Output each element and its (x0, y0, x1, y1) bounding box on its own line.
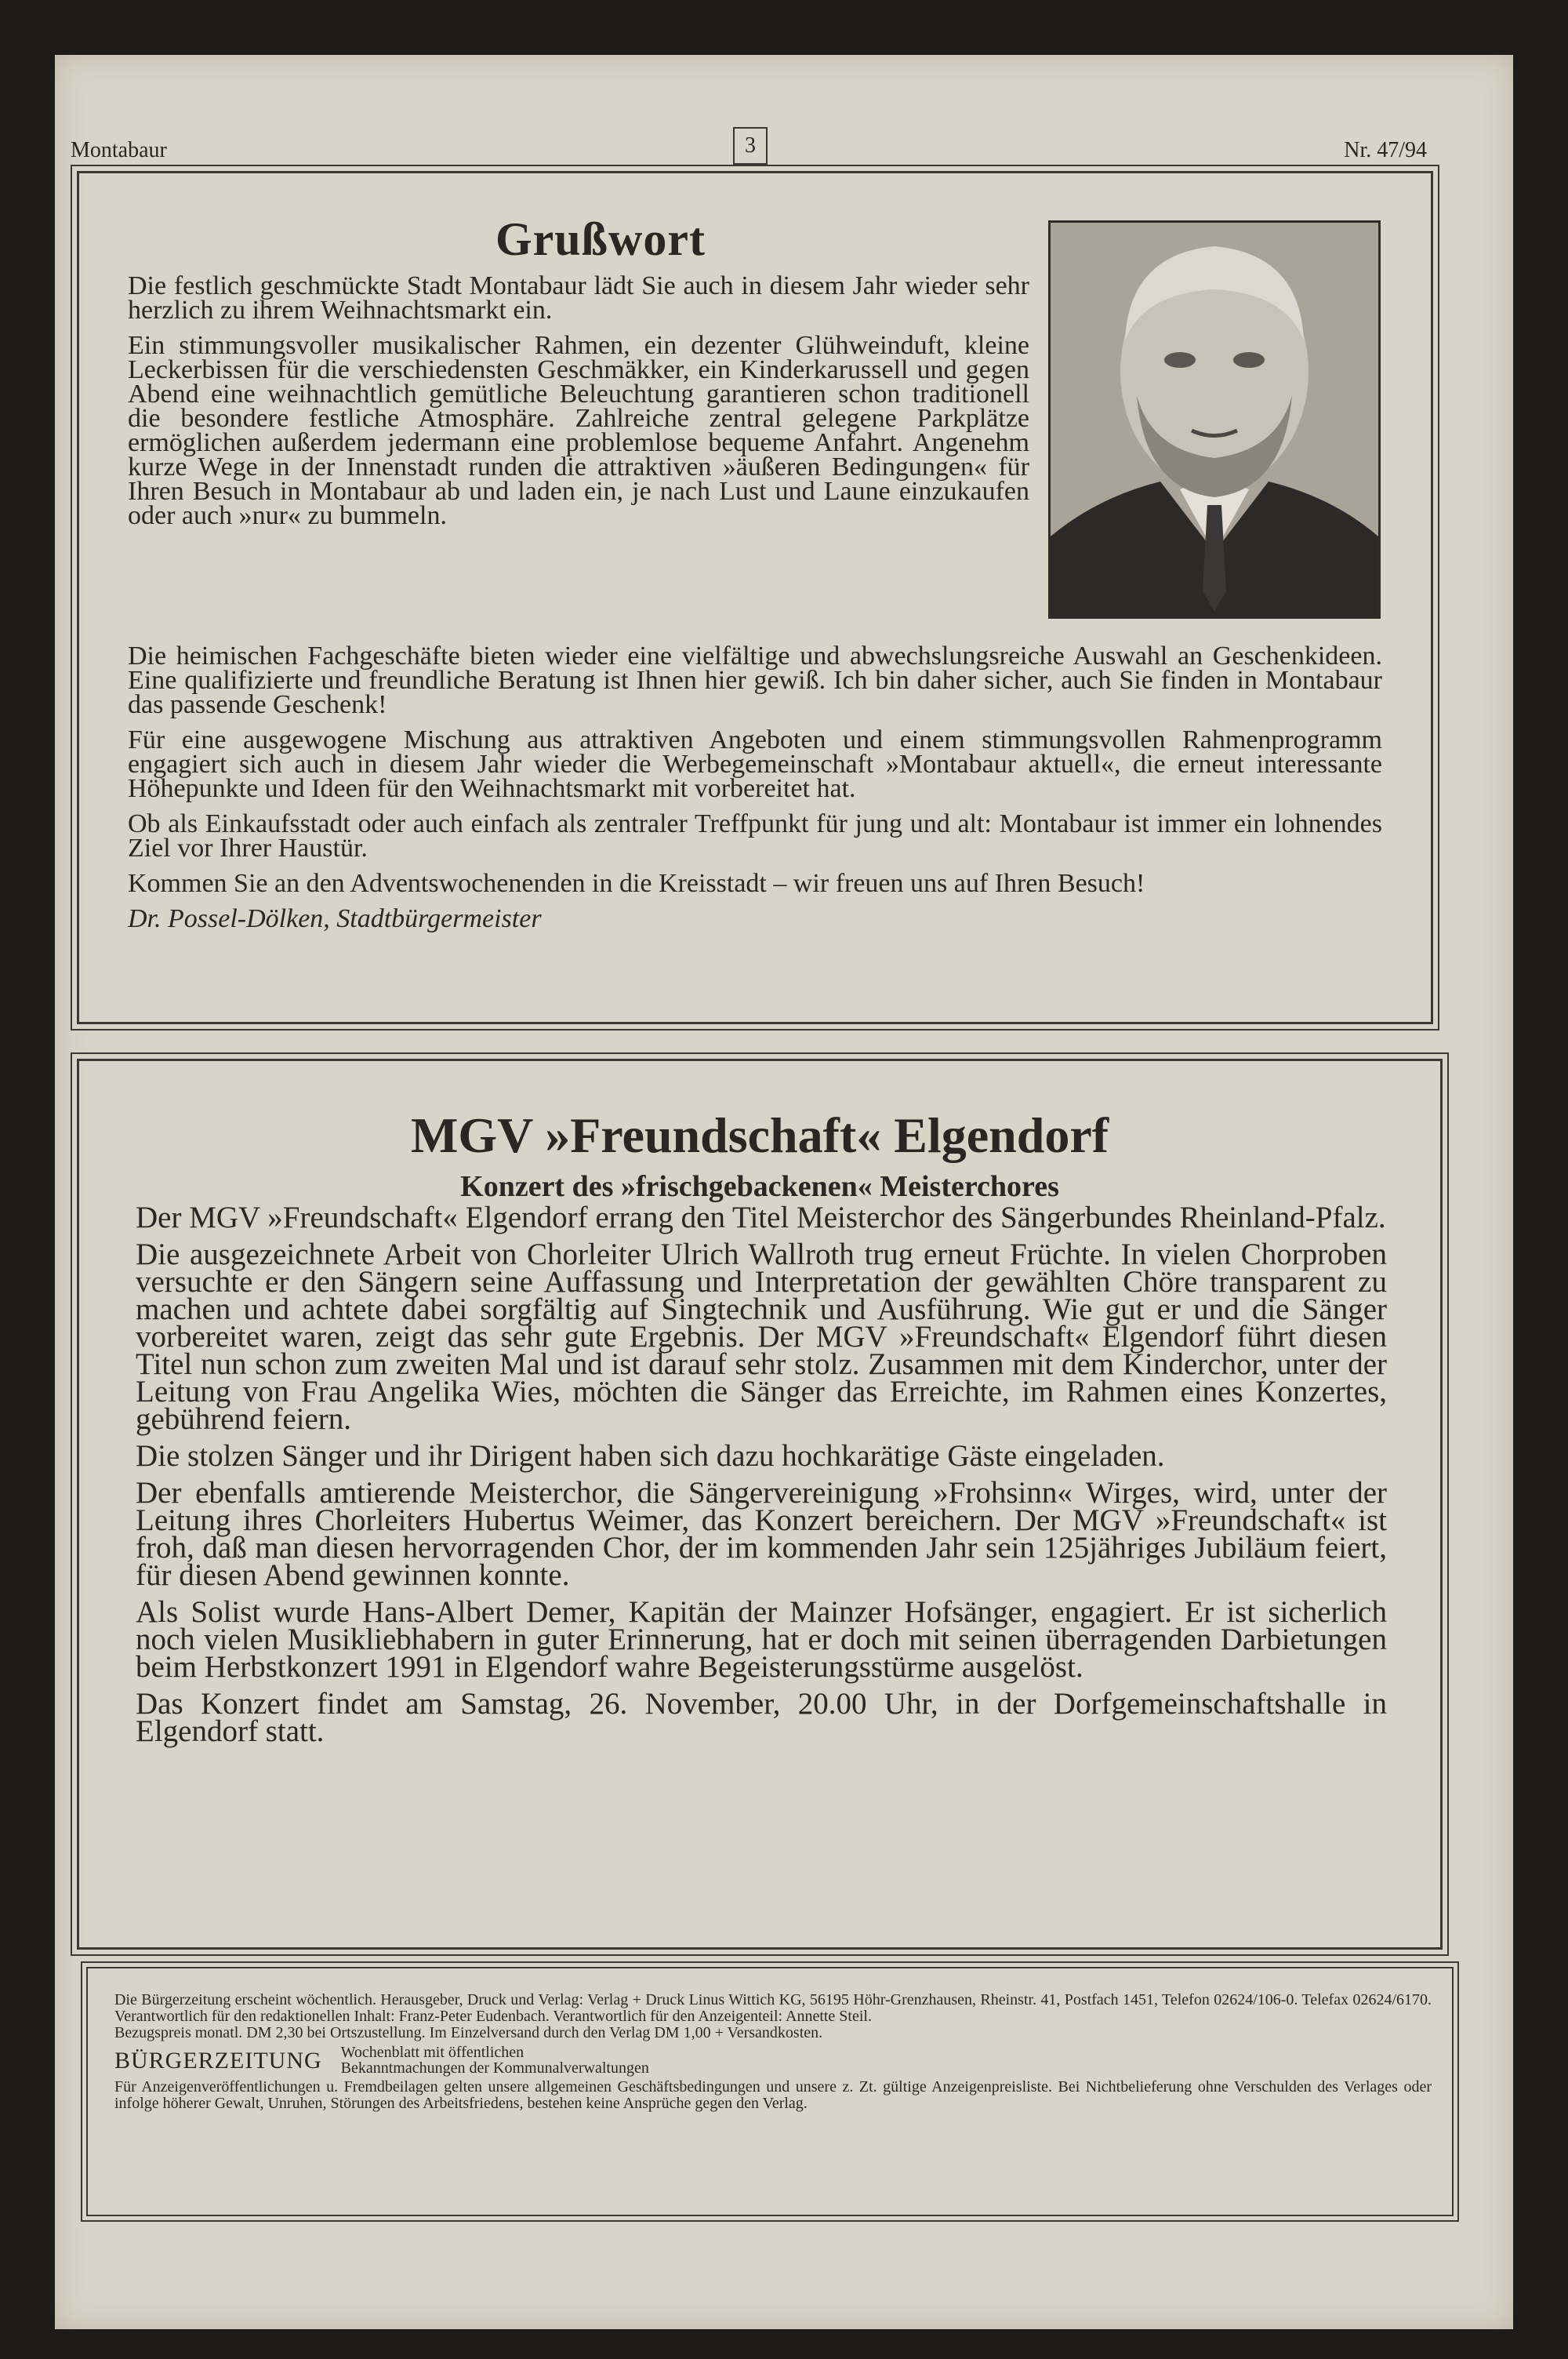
paragraph: Ein stimmungsvoller musikalischer Rahmen, ein dezenter Glühweinduft, kleine Leckerbissen für die verschiedensten Geschmäkker, ein Kinderkarussell und gegen Abend eine weihnachtlich gemütliche Beleuchtung garantieren schon traditionell die besondere festliche Atmosphäre. Zahlreiche zentral gelegene Parkplätze ermöglichen außerdem jedermann eine problemlose bequeme Anfahrt. Angenehm kurze Wege in der Innenstadt runden die attraktiven »äußeren Bedingungen« für Ihren Besuch in Montabaur ab und laden ein, je nach Lust und Laune einzukaufen oder auch »nur« zu bummeln. (128, 331, 1029, 530)
grusswort-article (77, 171, 1433, 1024)
imprint-price: Bezugspreis monatl. DM 2,30 bei Ortszustellung. Im Einzelversand durch den Verlag DM 1,00 + Versandkosten. (114, 2024, 823, 2041)
paragraph: Das Konzert findet am Samstag, 26. November, 20.00 Uhr, in der Dorfgemeinschaftshalle in Elgendorf statt. (136, 1687, 1387, 1748)
paragraph: Als Solist wurde Hans-Albert Demer, Kapitän der Mainzer Hofsänger, engagiert. Er ist sicherlich noch vielen Musikliebhabern in guter Erinnerung, hat er doch mit seinen überragenden Darbietungen beim Herbstkonzert 1991 in Elgendorf wahre Begeisterungsstürme ausgelöst. (136, 1595, 1387, 1684)
header-rule (71, 165, 1427, 166)
signature: Dr. Possel-Dölken, Stadtbürgermeister (128, 904, 542, 933)
mgv-title: MGV »Freundschaft« Elgendorf (410, 1107, 1109, 1163)
paragraph: Ob als Einkaufsstadt oder auch einfach als zentraler Treffpunkt für jung und alt: Montabaur ist immer ein lohnendes Ziel vor Ihrer Haustür. (128, 809, 1382, 863)
issue-number: Nr. 47/94 (1344, 138, 1427, 162)
imprint (114, 1992, 1432, 2112)
header-town: Montabaur (71, 138, 167, 162)
paragraph: Die stolzen Sänger und ihr Dirigent haben sich dazu hochkarätige Gäste eingeladen. (136, 1439, 1165, 1473)
grusswort-intro (128, 271, 1029, 539)
portrait-photo-icon (1051, 223, 1378, 616)
grusswort-title: Grußwort (495, 213, 706, 265)
paragraph: Der ebenfalls amtierende Meisterchor, die Sängervereinigung »Frohsinn« Wirges, wird, unter der Leitung ihres Chorleiters Hubertus Weimer, das Konzert bereichern. Der MGV »Freundschaft« ist froh, daß man diesen hervorragenden Chor, der im kommenden Jahr sein 125jähriges Jubiläum feiert, für diesen Abend gewinnen konnte. (136, 1476, 1387, 1592)
brand-subtitle-line: Wochenblatt mit öffentlichen (340, 2044, 524, 2061)
imprint-box (86, 1967, 1454, 2216)
portrait-photo (1048, 220, 1381, 619)
paragraph: Die festlich geschmückte Stadt Montabaur lädt Sie auch in diesem Jahr wieder sehr herzlich zu ihrem Weihnachtsmarkt ein. (128, 271, 1029, 325)
brand-subtitle-line: Bekanntmachungen der Kommunalverwaltungen (340, 2059, 649, 2077)
mgv-subtitle: Konzert des »frischgebackenen« Meisterchores (460, 1170, 1059, 1203)
paragraph: Kommen Sie an den Adventswochenenden in die Kreisstadt – wir freuen uns auf Ihren Besuch! (128, 869, 1145, 898)
paragraph: Der MGV »Freundschaft« Elgendorf errang den Titel Meisterchor des Sängerbundes Rheinland-Pfalz. (136, 1201, 1386, 1234)
mgv-article (77, 1059, 1443, 1950)
imprint-brand-row (114, 2045, 1432, 2076)
paragraph: Für eine ausgewogene Mischung aus attraktiven Angeboten und einem stimmungsvollen Rahmenprogramm engagiert sich auch in diesem Jahr wieder die Werbegemeinschaft »Montabaur aktuell«, die erneut interessante Höhepunkte und Ideen für den Weihnachtsmarkt mit vorbereitet hat. (128, 725, 1382, 803)
grusswort-body (128, 644, 1382, 942)
paragraph: Die heimischen Fachgeschäfte bieten wieder eine vielfältige und abwechslungsreiche Auswahl an Geschenkideen. Eine qualifizierte und freundliche Beratung ist Ihnen hier gewiß. Ich bin daher sicher, auch Sie finden in Montabaur das passende Geschenk! (128, 642, 1382, 719)
imprint-terms: Für Anzeigenveröffentlichungen u. Fremdbeilagen gelten unsere allgemeinen Geschäftsbedingungen und unsere z. Zt. gültige Anzeigenpreisliste. Bei Nichtbelieferung ohne Verschulden des Verlages oder infolge höherer Gewalt, Unruhen, Störungen des Arbeitsfriedens, bestehen keine Ansprüche gegen den Verlag. (114, 2078, 1432, 2112)
page-header (71, 116, 1427, 163)
paragraph: Die ausgezeichnete Arbeit von Chorleiter Ulrich Wallroth trug erneut Früchte. In vielen Chorproben versuchte er den Sängern seine Auffassung und Interpretation der gewählten Chöre transparent zu machen und achtete dabei sorgfältig auf Singtechnik und Ausführung. Wie gut er und die Sänger vorbereitet waren, zeigt das sehr gute Ergebnis. Der MGV »Freundschaft« Elgendorf führt diesen Titel nun schon zum zweiten Mal und ist darauf sehr stolz. Zusammen mit dem Kinderchor, unter der Leitung von Frau Angelika Wies, möchten die Sänger das Erreichte, im Rahmen eines Konzertes, gebührend feiern. (136, 1238, 1387, 1436)
mgv-body (136, 1201, 1387, 1754)
page-number: 3 (733, 127, 768, 165)
brand-subtitle (341, 2045, 649, 2076)
imprint-publisher: Die Bürgerzeitung erscheint wöchentlich. Herausgeber, Druck und Verlag: Verlag + Druck Linus Wittich KG, 56195 Höhr-Grenzhausen, Rheinstr. 41, Postfach 1451, Telefon 02624/106-0. Telefax 02624/6170. Verantwortlich für den redaktionellen Inhalt: Franz-Peter Eudenbach. Verantwortlich für den Anzeigenteil: Annette Steil. (114, 1991, 1432, 2025)
brand-name: BÜRGERZEITUNG (114, 2047, 322, 2074)
